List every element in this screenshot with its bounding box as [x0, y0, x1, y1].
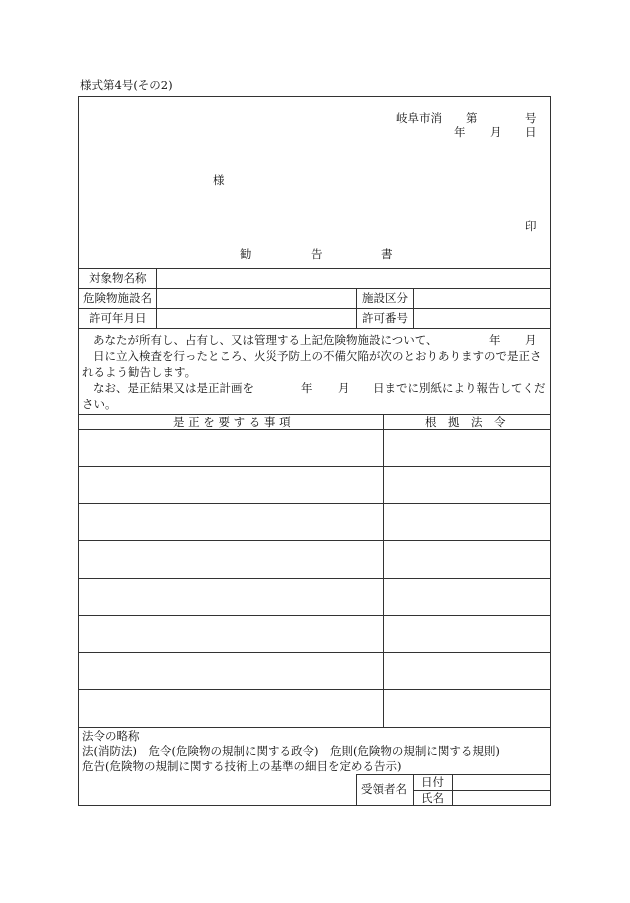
info-label-divider	[156, 268, 157, 328]
form-number: 様式第4号(その2)	[80, 78, 173, 92]
title-char-1: 勧	[240, 247, 252, 261]
facility-name-label: 危険物施設名	[83, 291, 152, 305]
body-line-1-month: 月	[525, 333, 537, 347]
receipt-top-border	[356, 774, 550, 775]
table-row	[79, 652, 550, 653]
receipt-left-border	[356, 774, 357, 805]
info-row-divider	[79, 328, 550, 329]
abbreviations-heading: 法令の略称	[82, 729, 140, 743]
body-line-5: さい。	[82, 397, 117, 411]
body-line-3: れるよう勧告します。	[82, 365, 197, 379]
facility-class-label: 施設区分	[362, 291, 408, 305]
body-line-1-year: 年	[489, 333, 501, 347]
body-line-1: あなたが所有し、占有し、又は管理する上記危険物施設について、	[93, 333, 438, 347]
abbreviations-line-1: 法(消防法) 危令(危険物の規制に関する政令) 危則(危険物の規制に関する規則)	[82, 744, 500, 758]
info-mid-divider	[356, 288, 357, 328]
info-row-divider	[79, 268, 550, 269]
table-row	[79, 540, 550, 541]
doc-number-prefix: 岐阜市消	[396, 111, 442, 125]
receipt-name-label: 氏名	[421, 791, 444, 805]
date-day-label: 日	[525, 125, 537, 139]
info-row-divider	[79, 308, 550, 309]
title-char-3: 書	[381, 247, 393, 261]
table-row	[79, 466, 550, 467]
table-row	[79, 615, 550, 616]
permit-number-label: 許可番号	[362, 311, 408, 325]
table-row	[79, 503, 550, 504]
table-header-border	[79, 429, 550, 430]
table-column-divider	[383, 414, 384, 727]
addressee-suffix: 様	[213, 173, 225, 187]
date-year-label: 年	[454, 125, 466, 139]
title-char-2: 告	[311, 247, 323, 261]
seal-mark: 印	[525, 219, 537, 233]
body-line-4: なお、是正結果又は是正計画を	[93, 381, 254, 395]
table-row	[79, 689, 550, 690]
recommendation-form	[78, 96, 551, 806]
object-name-label: 対象物名称	[89, 271, 147, 285]
doc-number-dai: 第	[466, 111, 478, 125]
info-mid-divider	[413, 288, 414, 328]
table-header-items: 是 正 を 要 す る 事 項	[173, 415, 291, 429]
body-line-4-tail: 日までに別紙により報告してくだ	[373, 381, 546, 395]
table-bottom-border	[79, 727, 550, 728]
body-line-4-month: 月	[338, 381, 350, 395]
body-line-4-year: 年	[301, 381, 313, 395]
body-line-2: 日に立入検査を行ったところ、火災予防上の不備欠陥が次のとおりありますので是正さ	[93, 349, 542, 363]
table-row	[79, 578, 550, 579]
receipt-label: 受領者名	[361, 782, 407, 796]
date-month-label: 月	[490, 125, 502, 139]
permit-date-label: 許可年月日	[89, 311, 147, 325]
table-header-legal-basis: 根 拠 法 令	[425, 415, 506, 429]
info-row-divider	[79, 288, 550, 289]
receipt-date-label: 日付	[421, 775, 444, 789]
abbreviations-line-2: 危告(危険物の規制に関する技術上の基準の細目を定める告示)	[82, 759, 402, 773]
doc-number-go: 号	[525, 111, 537, 125]
